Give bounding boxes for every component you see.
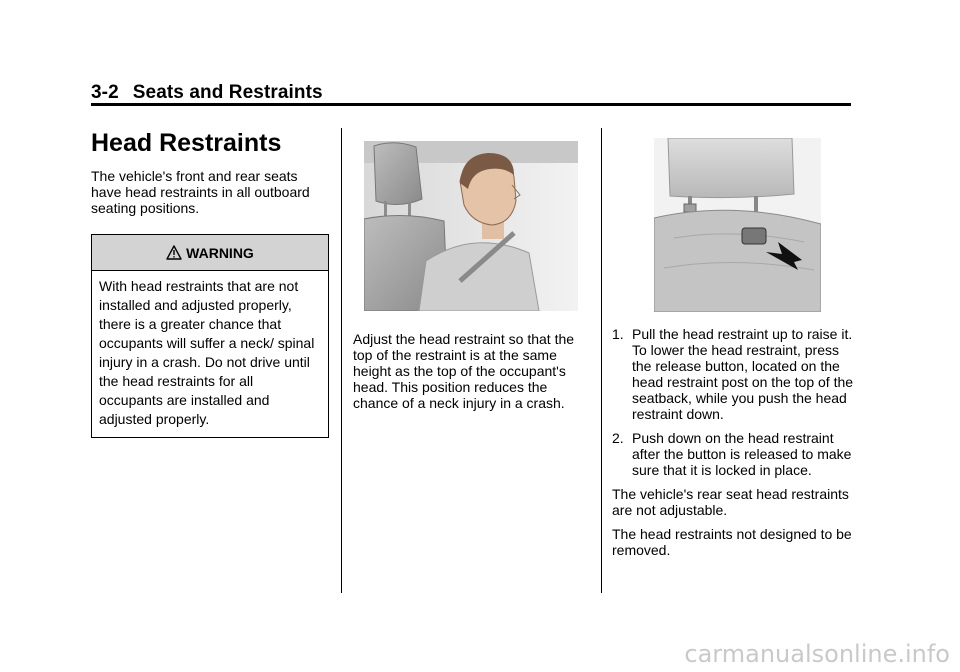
removal-note: The head restraints not designed to be removed. bbox=[612, 526, 852, 558]
column-divider-right bbox=[601, 128, 602, 593]
occupant-head-restraint-photo bbox=[364, 141, 578, 311]
warning-header bbox=[92, 235, 328, 271]
chapter-title: Seats and Restraints bbox=[132, 82, 323, 103]
warning-box bbox=[91, 234, 329, 438]
step-2 bbox=[612, 430, 862, 478]
step-text: Push down on the head restraint after the button is released to make sure that it is locked in place. bbox=[632, 430, 852, 478]
step-number: 1. bbox=[612, 326, 624, 342]
column-3-text bbox=[612, 326, 862, 566]
watermark: carmanualsonline.info bbox=[684, 640, 950, 668]
release-button-photo bbox=[654, 138, 821, 312]
section-title: Head Restraints bbox=[91, 129, 282, 157]
intro-paragraph: The vehicle's front and rear seats have head restraints in all outboard seating positions. bbox=[91, 168, 310, 216]
adjust-instructions: Adjust the head restraint so that the top of the restraint is at the same height as the top of the occupant's head. This position reduces the chance of a neck injury in a crash. bbox=[353, 331, 575, 411]
warning-text: With head restraints that are not installed and adjusted properly, there is a greater chance that occupants will suffer a neck/ spinal injury in a crash. Do not drive until the head restraints for all occupants are installed and adjusted properly. bbox=[99, 278, 315, 427]
step-text: Pull the head restraint up to raise it. To lower the head restraint, press the release button, located on the head restraint post on the top of the seatback, while you push the head restraint down. bbox=[632, 326, 854, 422]
column-1 bbox=[91, 128, 331, 438]
column-divider-left bbox=[341, 128, 342, 593]
page-number: 3-2 bbox=[91, 82, 119, 103]
header-text bbox=[91, 82, 851, 104]
step-1 bbox=[612, 326, 862, 422]
step-number: 2. bbox=[612, 430, 624, 446]
header-rule bbox=[91, 103, 851, 106]
rear-restraints-note: The vehicle's rear seat head restraints are not adjustable. bbox=[612, 486, 849, 518]
warning-label: WARNING bbox=[186, 244, 254, 261]
warning-icon bbox=[166, 245, 182, 260]
page-header bbox=[91, 82, 851, 106]
